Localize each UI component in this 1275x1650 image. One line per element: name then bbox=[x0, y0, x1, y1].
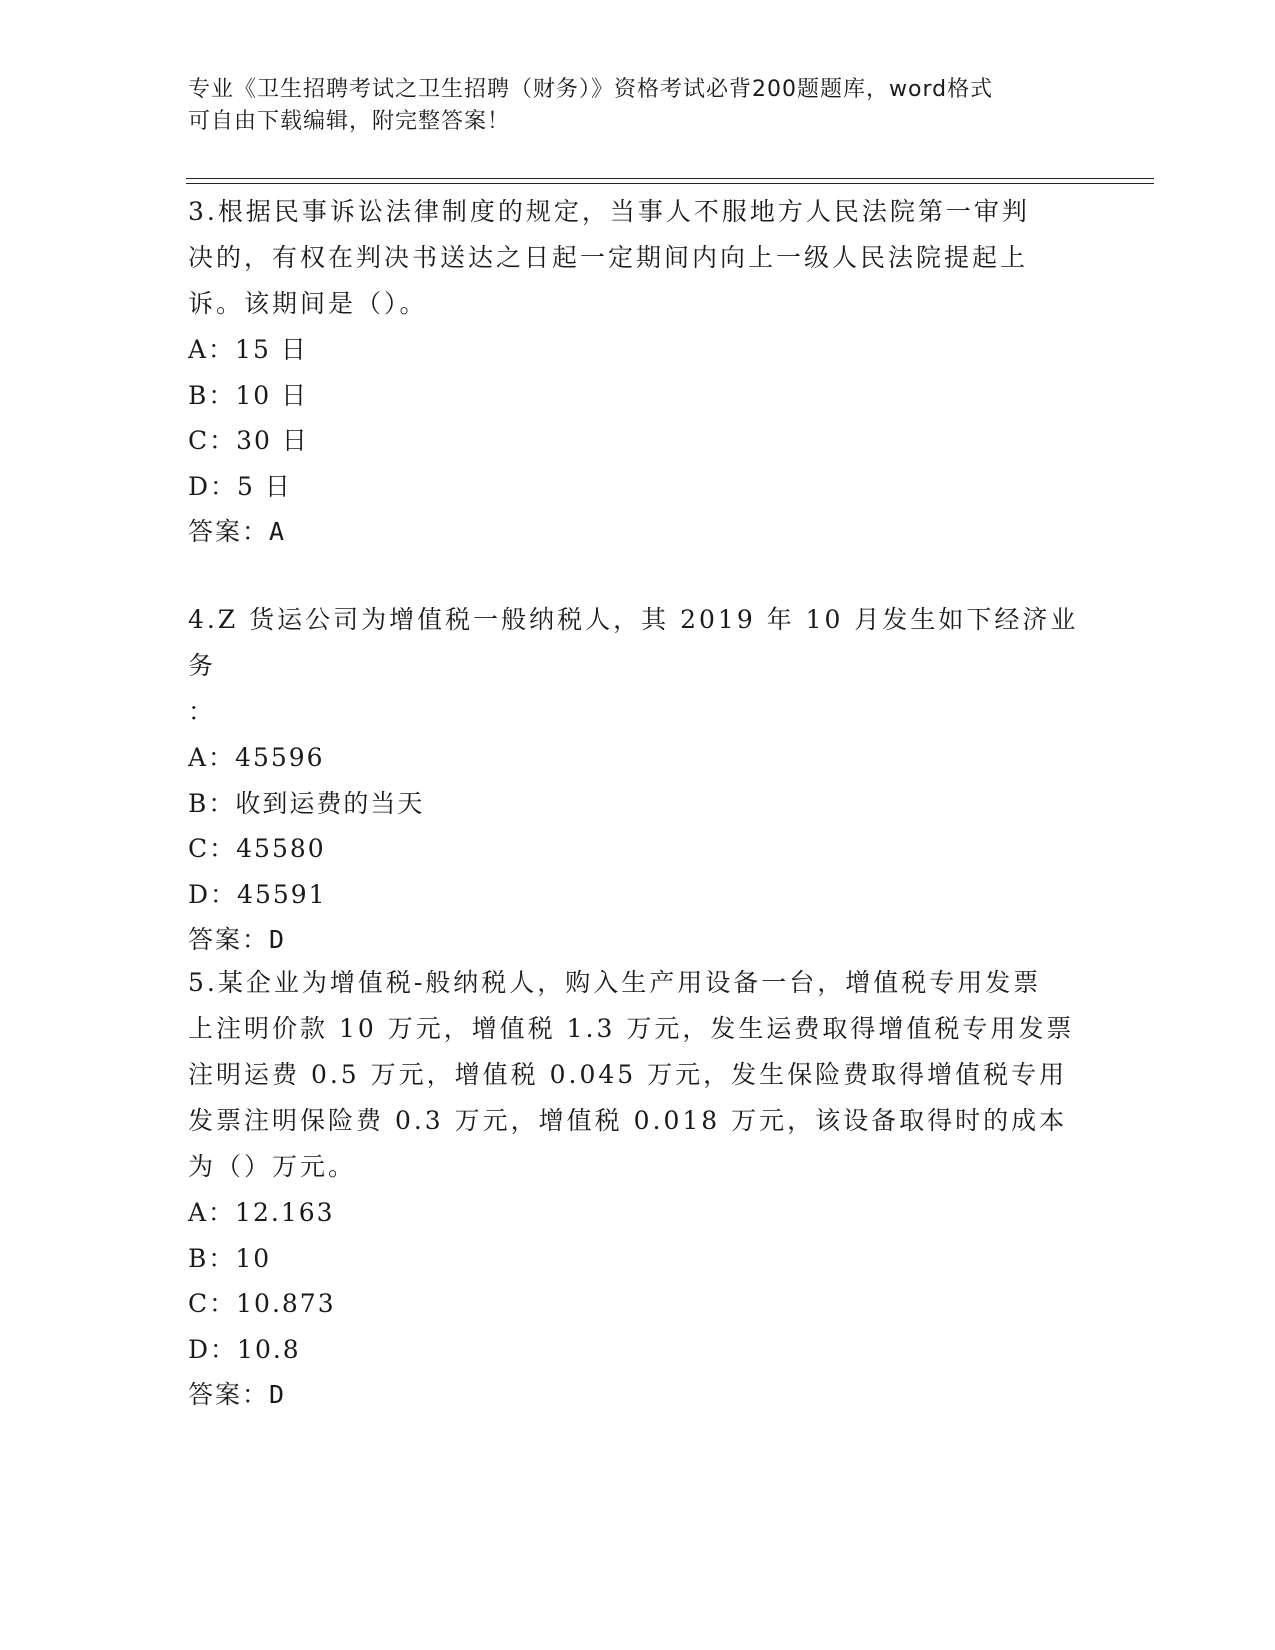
answer-label: 答案： bbox=[188, 925, 270, 954]
option-b: B：10 bbox=[188, 1243, 272, 1273]
stem-line: 上注明价款 10 万元，增值税 1.3 万元，发生运费取得增值税专用发票 bbox=[188, 1014, 1075, 1043]
option-a: A：12.163 bbox=[188, 1198, 335, 1227]
option-c: C：10.873 bbox=[188, 1289, 336, 1318]
header-line-2: 可自由下载编辑，附完整答案！ bbox=[188, 109, 511, 134]
answer-value: D bbox=[269, 1380, 287, 1409]
stem-line: 诉。该期间是（）。 bbox=[188, 289, 428, 318]
header-line-1: 专业《卫生招聘考试之卫生招聘（财务）》资格考试必背200题题库，word格式 bbox=[188, 77, 994, 102]
option-c: C：30 日 bbox=[188, 426, 309, 455]
answer-line bbox=[188, 1372, 1088, 1418]
option-a: A：45596 bbox=[188, 743, 325, 772]
document-header bbox=[188, 74, 1068, 138]
question-stem bbox=[188, 597, 1088, 735]
header-divider-bottom bbox=[186, 183, 1154, 184]
header-divider-top bbox=[186, 178, 1154, 179]
question-stem bbox=[188, 189, 1088, 327]
option-c: C：45580 bbox=[188, 834, 326, 863]
answer-line bbox=[188, 509, 1088, 555]
stem-line: 3.根据民事诉讼法律制度的规定，当事人不服地方人民法院第一审判 bbox=[188, 197, 1030, 226]
option-b: B：收到运费的当天 bbox=[188, 788, 425, 818]
stem-line: 为（）万元。 bbox=[188, 1152, 357, 1181]
question-block bbox=[188, 189, 1088, 555]
question-stem bbox=[188, 960, 1088, 1190]
option-b: B：10 日 bbox=[188, 380, 309, 410]
question-block bbox=[188, 960, 1088, 1418]
option-d: D：45591 bbox=[188, 879, 327, 909]
stem-line: 发票注明保险费 0.3 万元，增值税 0.018 万元，该设备取得时的成本 bbox=[188, 1106, 1068, 1135]
answer-value: D bbox=[269, 925, 287, 954]
stem-line: 注明运费 0.5 万元，增值税 0.045 万元，发生保险费取得增值税专用 bbox=[188, 1060, 1068, 1089]
answer-label: 答案： bbox=[188, 517, 270, 546]
answer-label: 答案： bbox=[188, 1380, 270, 1409]
stem-line: ： bbox=[188, 697, 217, 726]
option-d: D：5 日 bbox=[188, 471, 292, 501]
answer-line bbox=[188, 917, 1088, 963]
answer-value: A bbox=[269, 517, 287, 546]
stem-line: 4.Z 货运公司为增值税一般纳税人，其 2019 年 10 月发生如下经济业务 bbox=[188, 605, 1079, 680]
stem-line: 决的，有权在判决书送达之日起一定期间内向上一级人民法院提起上 bbox=[188, 243, 1029, 272]
stem-line: 5.某企业为增值税-般纳税人，购入生产用设备一台，增值税专用发票 bbox=[188, 968, 1042, 997]
option-d: D：10.8 bbox=[188, 1334, 301, 1364]
question-block bbox=[188, 597, 1088, 963]
option-a: A：15 日 bbox=[188, 335, 308, 364]
